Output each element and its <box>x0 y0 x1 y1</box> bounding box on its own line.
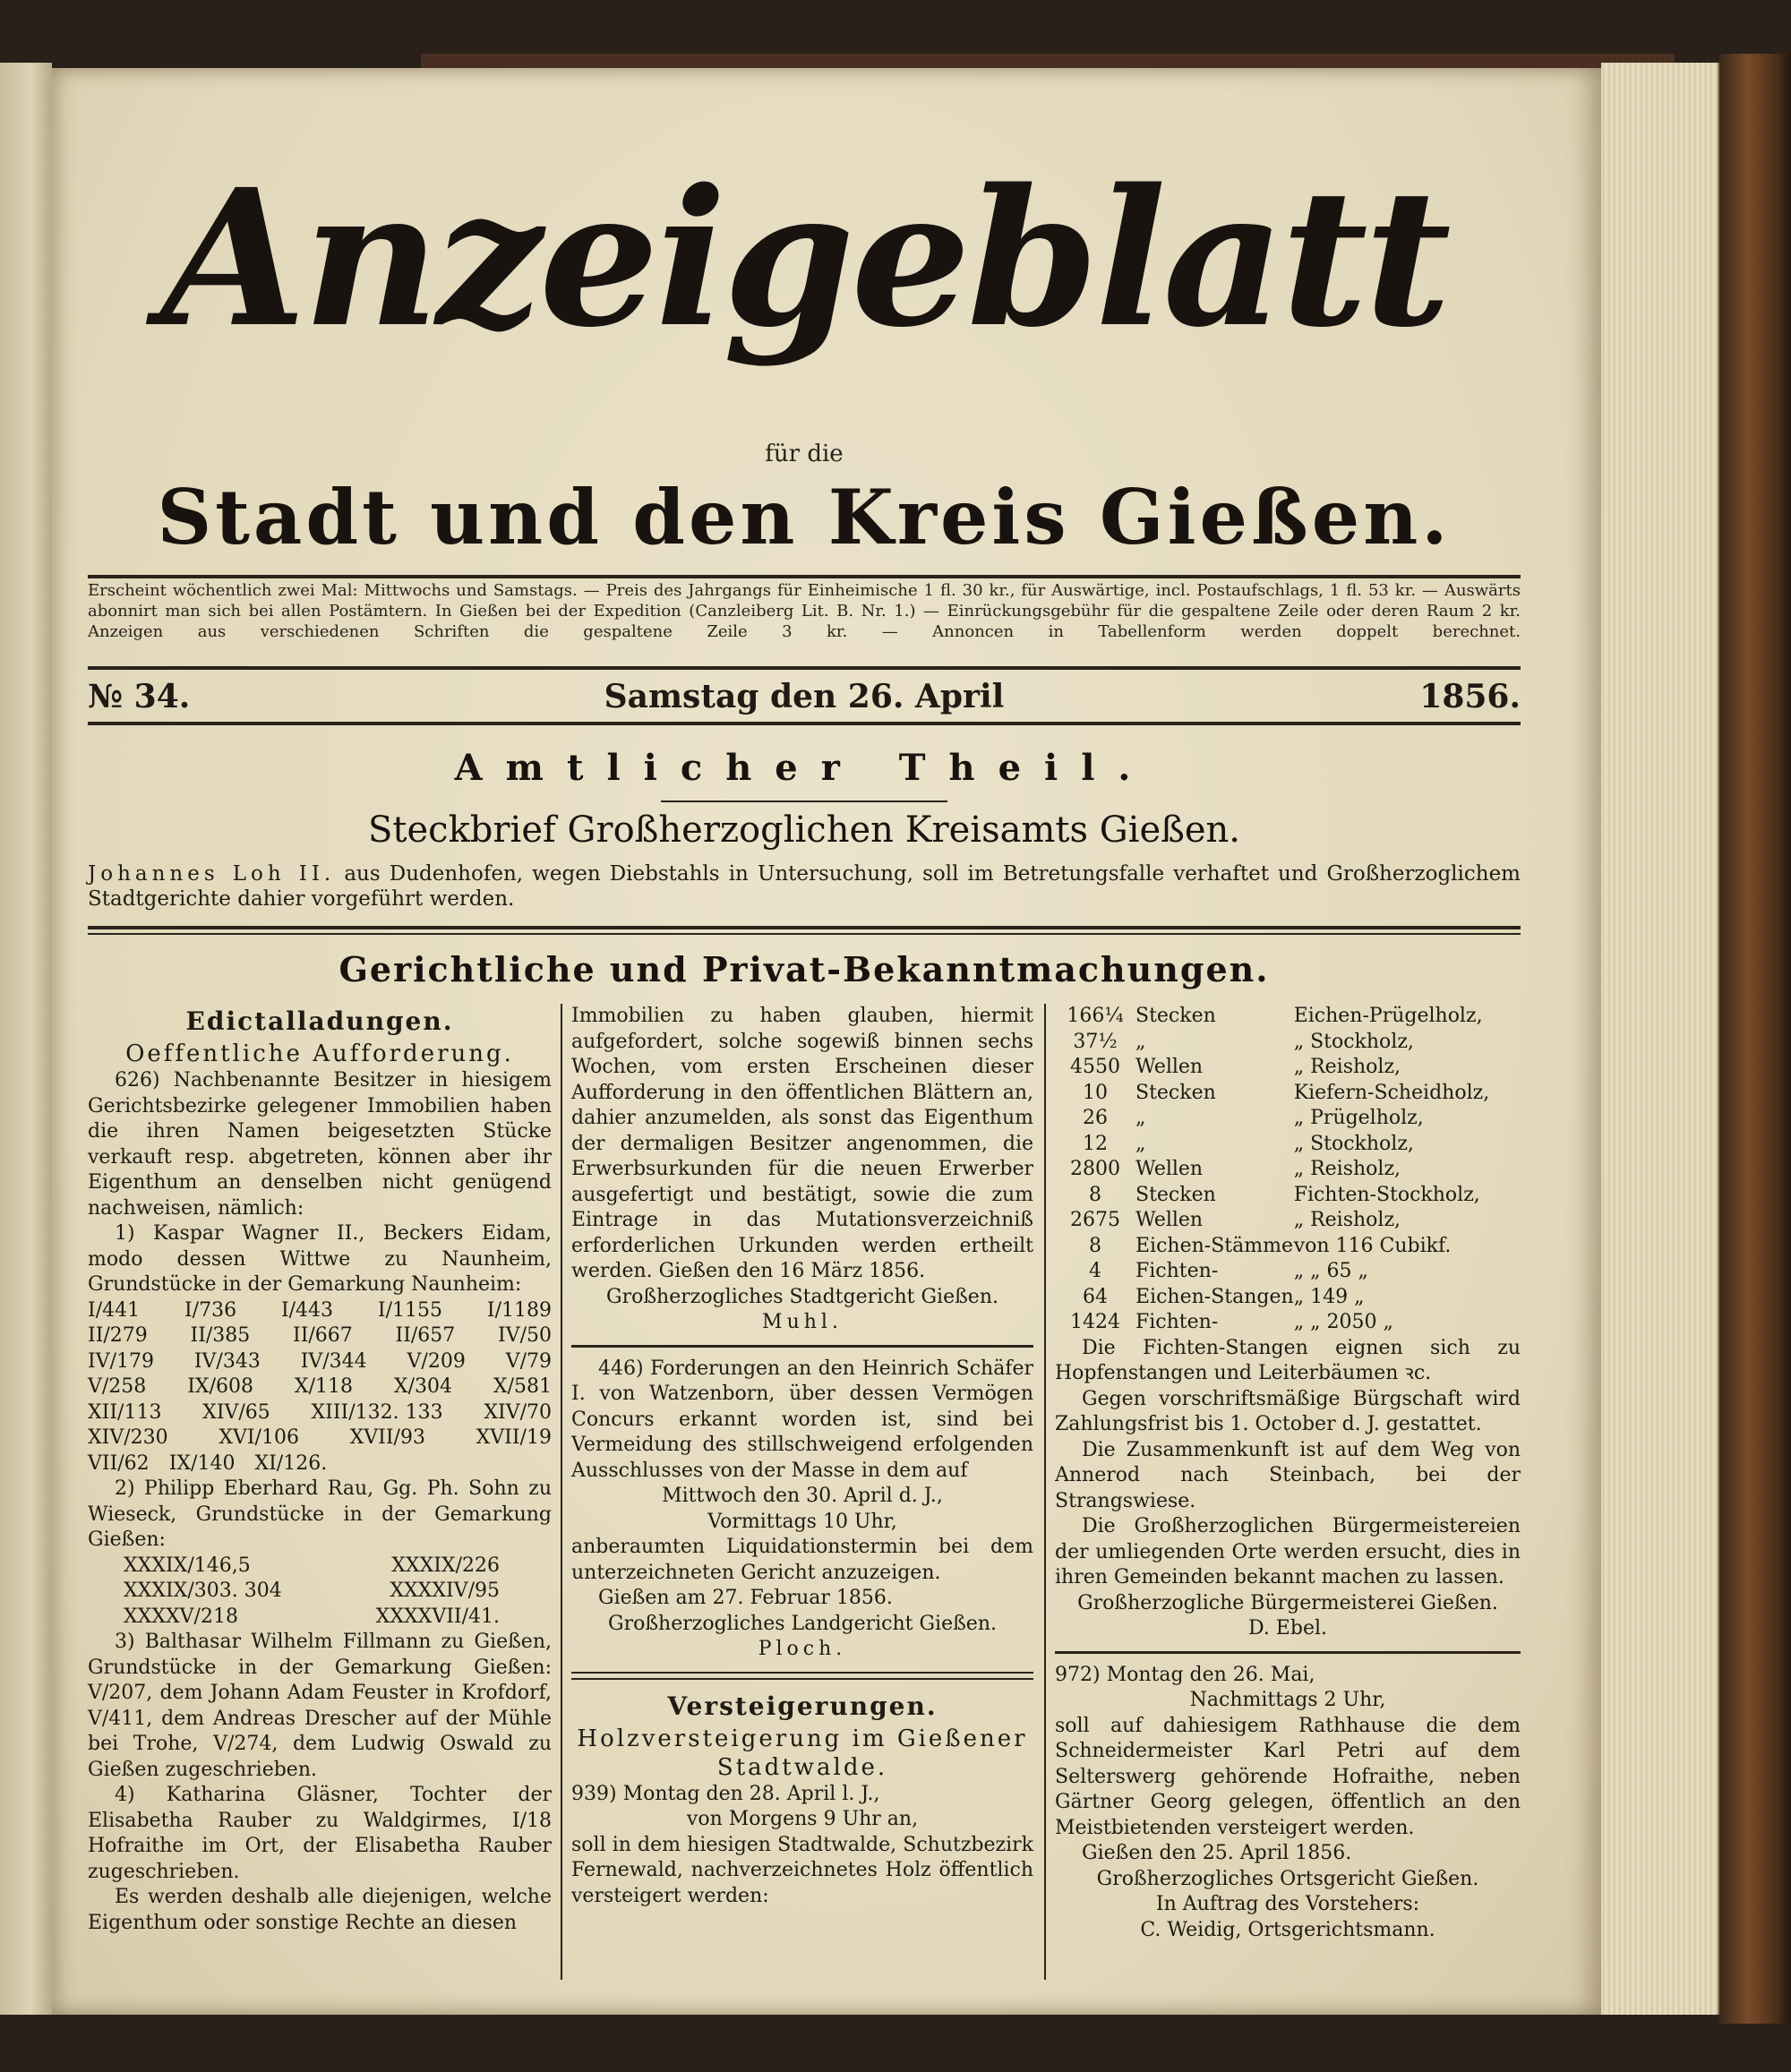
wood-row <box>1055 1183 1521 1209</box>
previous-page-edge <box>0 63 52 2015</box>
notice-626-closing: Es werden deshalb alle diejenigen, welche Eigenthum oder sonstige Rechte an diesen <box>88 1886 552 1934</box>
wood-qty: 1424 <box>1070 1311 1120 1333</box>
auctions-heading: Versteigerungen. <box>667 1691 938 1721</box>
signature-weidig: C. Weidig, Ortsgerichtsmann. <box>1140 1918 1435 1941</box>
signature-ploch: Ploch. <box>758 1638 847 1660</box>
wood-row <box>1055 1132 1521 1158</box>
wood-row <box>1055 1004 1521 1030</box>
notice-626-item-1: 1) Kaspar Wagner II., Beckers Eidam, modo dessen Wittwe zu Naunheim, Grundstücke in der Gemarkung Naunheim: <box>88 1222 552 1296</box>
masthead-title: Anzeigeblatt <box>160 148 1448 369</box>
notice-446: 446) Forderungen an den Heinrich Schäfer I. von Watzenborn, über dessen Vermögen Concurs erkannt worden ist, sind bei Vermeidung des stillschweigend erfolgenden Ausschlusses von der Masse in dem auf <box>571 1357 1033 1482</box>
notice-626-item-3: 3) Balthasar Wilhelm Fillmann zu Gießen, Grundstücke in der Gemarkung Gießen: V/207, dem Johann Adam Feuster in Krofdorf, V/411, dem Andreas Drescher auf der Mühle bei Trohe, V/274, dem Ludwig Oswald zu Gießen zugeschrieben. <box>88 1631 552 1781</box>
notice-939-body: soll in dem hiesigen Stadtwalde, Schutzbezirk Fernewald, nachverzeichnetes Holz öffentlich versteigert werden: <box>571 1833 1033 1907</box>
wood-qty: 8 <box>1089 1183 1101 1206</box>
parcel-row: XII/113 XIV/65 XIII/132. 133 XIV/70 <box>88 1400 552 1424</box>
wood-qty: 2800 <box>1070 1158 1120 1180</box>
wood-unit: Fichten- <box>1135 1260 1219 1282</box>
parcel-list-2 <box>88 1554 500 1631</box>
wood-row <box>1055 1055 1521 1081</box>
wood-row <box>1055 1310 1521 1336</box>
notice-446-date: Mittwoch den 30. April d. J., <box>662 1485 943 1507</box>
wood-row <box>1055 1234 1521 1260</box>
book-spine <box>1719 54 1791 2024</box>
column-divider-1 <box>561 1004 562 1980</box>
rule-top <box>88 575 1521 578</box>
notice-626-item-2: 2) Philipp Eberhard Rau, Gg. Ph. Sohn zu Wieseck, Grundstücke in der Gemarkung Gießen: <box>88 1477 552 1551</box>
wood-desc: „ Stockholz, <box>1293 1132 1414 1155</box>
parcel-row: II/279 II/385 II/667 II/657 IV/50 <box>88 1324 552 1347</box>
wood-desc: Fichten-Stockholz, <box>1293 1183 1480 1206</box>
wood-qty: 4550 <box>1070 1056 1120 1078</box>
parcel-row: XXXIX/146,5 XXXIX/226 <box>124 1554 500 1577</box>
edictal-heading: Edictalladungen. <box>185 1006 454 1036</box>
issue-year: 1856. <box>1419 678 1521 715</box>
signature-stadtgericht: Großherzogliches Stadtgericht Gießen. <box>606 1285 998 1308</box>
warrant-title: Steckbrief Großherzoglichen Kreisamts Gießen. <box>368 809 1240 851</box>
notice-626-item-4: 4) Katharina Gläsner, Tochter der Elisabetha Rauber zu Waldgirmes, I/18 Hofraithe im Ort, der Elisabetha Rauber zugeschrieben. <box>88 1784 552 1883</box>
private-section-title: Gerichtliche und Privat-Bekanntmachungen. <box>338 949 1270 989</box>
issue-date: Samstag den 26. April <box>604 678 1005 715</box>
wood-list-table <box>1055 1004 1521 1336</box>
wood-unit: Wellen <box>1135 1209 1204 1231</box>
wood-qty: 8 <box>1089 1234 1101 1257</box>
parcel-row: XXXXV/218 XXXXVII/41. <box>124 1605 500 1628</box>
notice-972-time: Nachmittags 2 Uhr, <box>1189 1689 1386 1711</box>
wood-unit: Stecken <box>1135 1183 1216 1206</box>
wood-desc: „ Reisholz, <box>1293 1209 1401 1231</box>
column-3 <box>1055 1004 1521 1943</box>
issue-row <box>88 677 1521 716</box>
wood-qty: 4 <box>1089 1260 1101 1282</box>
parcel-row: VII/62 IX/140 XI/126. <box>88 1451 328 1475</box>
wood-unit: „ <box>1135 1107 1146 1129</box>
signature-ortsgericht: Großherzogliches Ortsgericht Gießen. <box>1096 1867 1479 1890</box>
wood-desc: „ Stockholz, <box>1293 1030 1414 1053</box>
column-2 <box>571 1004 1033 1909</box>
notice-972-place-date: Gießen den 25. April 1856. <box>1082 1842 1352 1864</box>
notice-446-body: anberaumten Liquidationstermin bei dem unterzeichneten Gericht anzuzeigen. <box>571 1536 1033 1584</box>
wood-unit: Stecken <box>1135 1005 1216 1027</box>
issue-number: № 34. <box>88 678 191 715</box>
public-notice-heading: Oeffentliche Aufforderung. <box>125 1040 514 1067</box>
notice-939-note-2: Gegen vorschriftsmäßige Bürgschaft wird Zahlungsfrist bis 1. October d. J. gestattet. <box>1055 1387 1521 1435</box>
wood-desc: „ 149 „ <box>1293 1285 1365 1308</box>
wood-row <box>1055 1081 1521 1107</box>
notice-446-place-date: Gießen am 27. Februar 1856. <box>598 1587 893 1609</box>
wood-qty: 2675 <box>1070 1209 1120 1231</box>
wood-desc: „ „ 2050 „ <box>1293 1311 1393 1333</box>
parcel-row: V/258 IX/608 X/118 X/304 X/581 <box>88 1375 552 1398</box>
warrant-body: aus Dudenhofen, wegen Diebstahls in Untersuchung, soll im Betretungsfalle verhaftet und Großherzoglichem Stadtgerichte dahier vorgeführt werden. <box>88 862 1521 911</box>
notice-939-note-3: Die Zusammenkunft ist auf dem Weg von Annerod nach Steinbach, bei der Strangswiese. <box>1055 1438 1521 1512</box>
wood-qty: 64 <box>1083 1285 1108 1308</box>
column-double-rule <box>571 1672 1033 1680</box>
column-rule <box>1055 1651 1521 1654</box>
wood-row <box>1055 1259 1521 1285</box>
publication-info: Erscheint wöchentlich zwei Mal: Mittwochs und Samstags. — Preis des Jahrgangs für Einheimische 1 fl. 30 kr., für Auswärtige, incl. Postaufschlags, 1 fl. 53 kr. — Auswärts abonnirt man sich bei allen Postämtern. In Gießen bei der Expedition (Canzleiberg Lit. B. Nr. 1.) — Einrückungsgebühr für die gespaltene Zeile oder deren Raum 2 kr. Anzeigen aus verschiedenen Schriften die gespaltene Zeile 3 kr. — Annoncen in Tabellenform werden doppelt berechnet. <box>88 581 1521 641</box>
rule-below-issue <box>88 722 1521 725</box>
parcel-list-1 <box>88 1298 552 1477</box>
wood-desc: Eichen-Prügelholz, <box>1293 1005 1483 1027</box>
wood-auction-heading: Holzversteigerung im Gießener Stadtwalde. <box>577 1725 1028 1781</box>
wood-qty: 12 <box>1083 1132 1108 1155</box>
wood-unit: „ <box>1135 1030 1146 1053</box>
warrant-name: Johannes Loh II. <box>88 862 336 886</box>
signature-landgericht: Großherzogliches Landgericht Gießen. <box>608 1612 997 1635</box>
wood-unit: Eichen-Stangen <box>1135 1285 1294 1308</box>
rule-section-top <box>88 926 1521 929</box>
parcel-row: XIV/230 XVI/106 XVII/93 XVII/19 <box>88 1426 552 1449</box>
wood-desc: „ Reisholz, <box>1293 1158 1401 1180</box>
masthead-subtitle: Stadt und den Kreis Gießen. <box>157 473 1452 561</box>
wood-row <box>1055 1106 1521 1132</box>
notice-939-date: 939) Montag den 28. April l. J., <box>571 1782 880 1805</box>
newspaper-page <box>52 68 1601 2015</box>
wood-unit: Fichten- <box>1135 1311 1219 1333</box>
signature-auftrag: In Auftrag des Vorstehers: <box>1155 1893 1420 1915</box>
warrant-text <box>88 861 1521 912</box>
notice-626-continued: Immobilien zu haben glauben, hiermit aufgefordert, solche sogewiß binnen sechs Wochen, vom ersten Erscheinen dieser Aufforderung in den öffentlichen Blättern an, dahier anzumelden, als sonst das Eigenthum der dermaligen Besitzer angenommen, die Erwerbsurkunden für die neuen Erwerber ausgefertigt und bestätigt, sowie die zum Eintrage in das Mutationsverzeichniß erforderlichen Urkunden werden ertheilt werden. Gießen den 16 März 1856. <box>571 1005 1033 1282</box>
notice-446-time: Vormittags 10 Uhr, <box>707 1510 897 1533</box>
signature-buergermeisterei: Großherzogliche Bürgermeisterei Gießen. <box>1077 1591 1498 1614</box>
parcel-row: XXXIX/303. 304 XXXXIV/95 <box>124 1580 500 1602</box>
wood-desc: „ „ 65 „ <box>1293 1260 1368 1282</box>
notice-939-note-1: Die Fichten-Stangen eignen sich zu Hopfenstangen und Leiterbäumen ꝛc. <box>1055 1336 1521 1384</box>
wood-qty: 166¼ <box>1067 1005 1124 1027</box>
wood-desc: „ Reisholz, <box>1293 1056 1401 1078</box>
short-rule <box>661 801 947 802</box>
wood-unit: „ <box>1135 1132 1146 1155</box>
wood-desc: von 116 Cubikf. <box>1293 1234 1452 1257</box>
wood-row <box>1055 1285 1521 1311</box>
notice-972-date: 972) Montag den 26. Mai, <box>1055 1663 1315 1686</box>
rule-section-top-2 <box>88 933 1521 935</box>
column-divider-2 <box>1044 1004 1046 1980</box>
wood-desc: „ Prügelholz, <box>1293 1107 1424 1129</box>
notice-972-body: soll auf dahiesigem Rathhause die dem Schneidermeister Karl Petri auf dem Selterswerg gehörende Hofraithe, neben Gärtner Georg gelegen, öffentlich an den Meistbietenden versteigert werden. <box>1055 1714 1521 1839</box>
wood-unit: Stecken <box>1135 1081 1216 1104</box>
parcel-row: I/441 I/736 I/443 I/1155 I/1189 <box>88 1298 552 1322</box>
official-section-title: Amtlicher Theil. <box>454 747 1154 789</box>
wood-unit: Wellen <box>1135 1158 1204 1180</box>
signature-muhl: Muhl. <box>762 1311 843 1333</box>
wood-qty: 26 <box>1083 1107 1108 1129</box>
notice-939-time: von Morgens 9 Uhr an, <box>686 1808 919 1830</box>
notice-626-intro: 626) Nachbenannte Besitzer in hiesigem Gerichtsbezirke gelegener Immobilien haben die ihren Namen beigesetzten Stücke verkauft resp. abgetreten, können aber ihr Eigenthum an denselben nicht genügend nachweisen, nämlich: <box>88 1069 552 1220</box>
wood-qty: 37½ <box>1073 1030 1118 1053</box>
wood-unit: Eichen-Stämme <box>1135 1234 1293 1257</box>
masthead-fuer: für die <box>765 441 844 467</box>
wood-unit: Wellen <box>1135 1056 1204 1078</box>
notice-939-note-4: Die Großherzoglichen Bürgermeistereien der umliegenden Orte werden ersucht, dies in ihren Gemeinden bekannt machen zu lassen. <box>1055 1515 1521 1588</box>
wood-qty: 10 <box>1083 1081 1108 1104</box>
wood-row <box>1055 1208 1521 1234</box>
wood-row <box>1055 1157 1521 1183</box>
column-1 <box>88 1004 552 1936</box>
wood-desc: Kiefern-Scheidholz, <box>1293 1081 1490 1104</box>
wood-row <box>1055 1030 1521 1056</box>
column-rule <box>571 1345 1033 1348</box>
rule-above-issue <box>88 666 1521 670</box>
parcel-row: IV/179 IV/343 IV/344 V/209 V/79 <box>88 1349 552 1373</box>
signature-ebel: D. Ebel. <box>1247 1617 1328 1640</box>
book-page-stack <box>1601 63 1721 2015</box>
